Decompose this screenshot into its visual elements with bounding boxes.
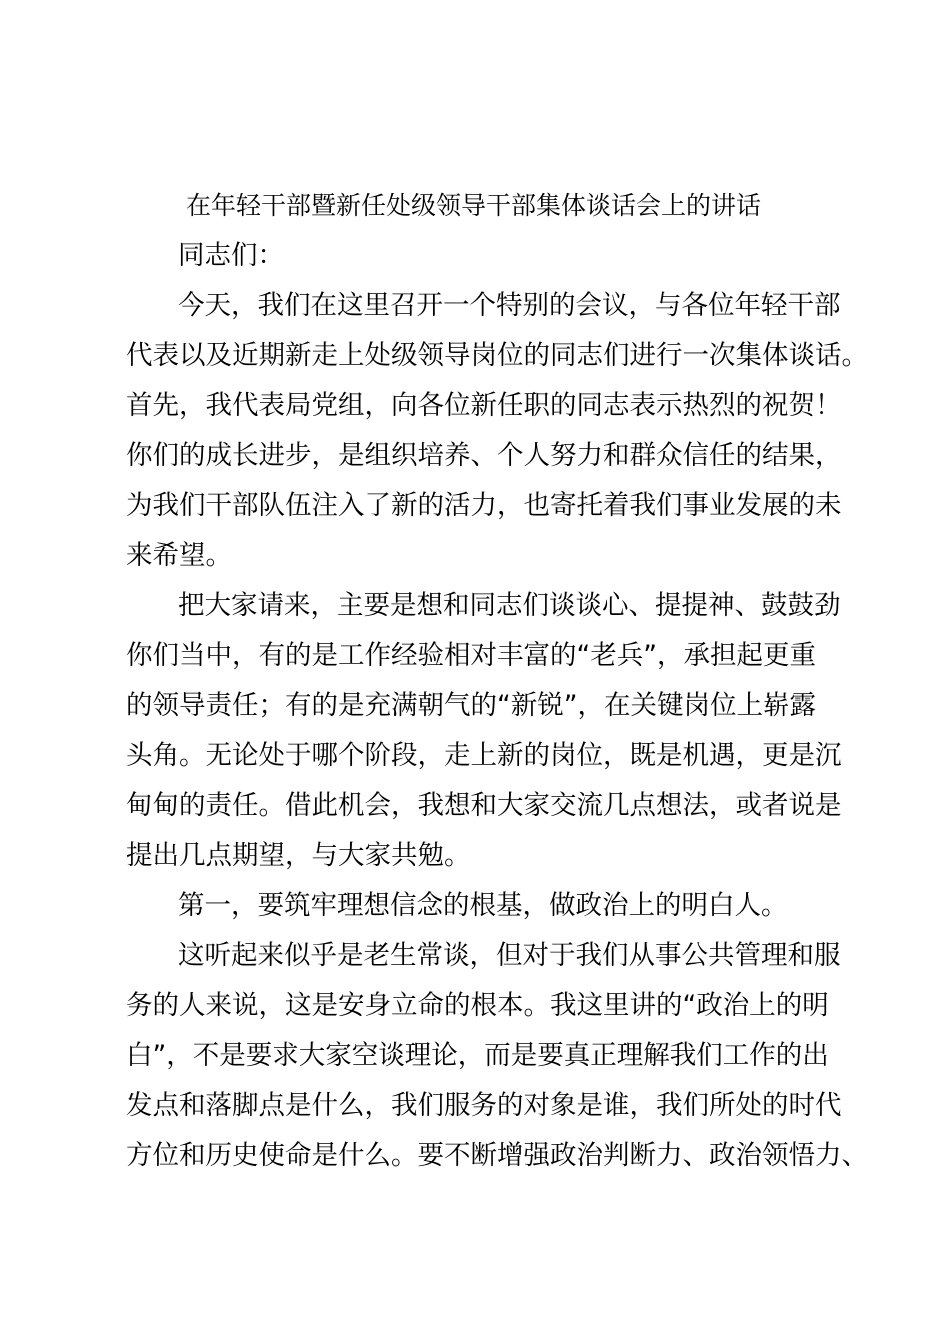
section-heading: 第一，要筑牢理想信念的根基，做政治上的明白人。 <box>178 890 788 921</box>
text-line: 方位和历史使命是什么。要不断增强政治判断力、政治领悟力、 <box>126 1140 868 1171</box>
document-title: 在年轻干部暨新任处级领导干部集体谈话会上的讲话 <box>186 191 762 220</box>
text-line: 这听起来似乎是老生常谈，但对于我们从事公共管理和服 <box>178 940 841 971</box>
text-line: 头角。无论处于哪个阶段，走上新的岗位，既是机遇，更是沉 <box>126 740 842 771</box>
text-line: 把大家请来，主要是想和同志们谈谈心、提提神、鼓鼓劲 <box>178 590 841 621</box>
salutation: 同志们： <box>178 240 284 271</box>
text-line: 提出几点期望，与大家共勉。 <box>126 840 471 871</box>
text-line: 白”，不是要求大家空谈理论，而是要真正理解我们工作的出 <box>126 1040 829 1071</box>
text-line: 务的人来说，这是安身立命的根本。我这里讲的“政治上的明 <box>126 990 829 1021</box>
text-line: 你们的成长进步，是组织培养、个人努力和群众信任的结果， <box>126 440 842 471</box>
text-line: 的领导责任；有的是充满朝气的“新锐”，在关键岗位上崭露 <box>126 690 816 721</box>
text-line: 来希望。 <box>126 540 232 571</box>
text-line: 你们当中，有的是工作经验相对丰富的“老兵”，承担起更重 <box>126 640 816 671</box>
text-line: 发点和落脚点是什么，我们服务的对象是谁，我们所处的时代 <box>126 1090 842 1121</box>
text-line: 为我们干部队伍注入了新的活力，也寄托着我们事业发展的未 <box>126 490 842 521</box>
text-line: 首先，我代表局党组，向各位新任职的同志表示热烈的祝贺！ <box>126 390 842 421</box>
text-line: 今天，我们在这里召开一个特别的会议，与各位年轻干部 <box>178 290 841 321</box>
text-line: 代表以及近期新走上处级领导岗位的同志们进行一次集体谈话。 <box>126 340 868 371</box>
text-line: 甸甸的责任。借此机会，我想和大家交流几点想法，或者说是 <box>126 790 842 821</box>
